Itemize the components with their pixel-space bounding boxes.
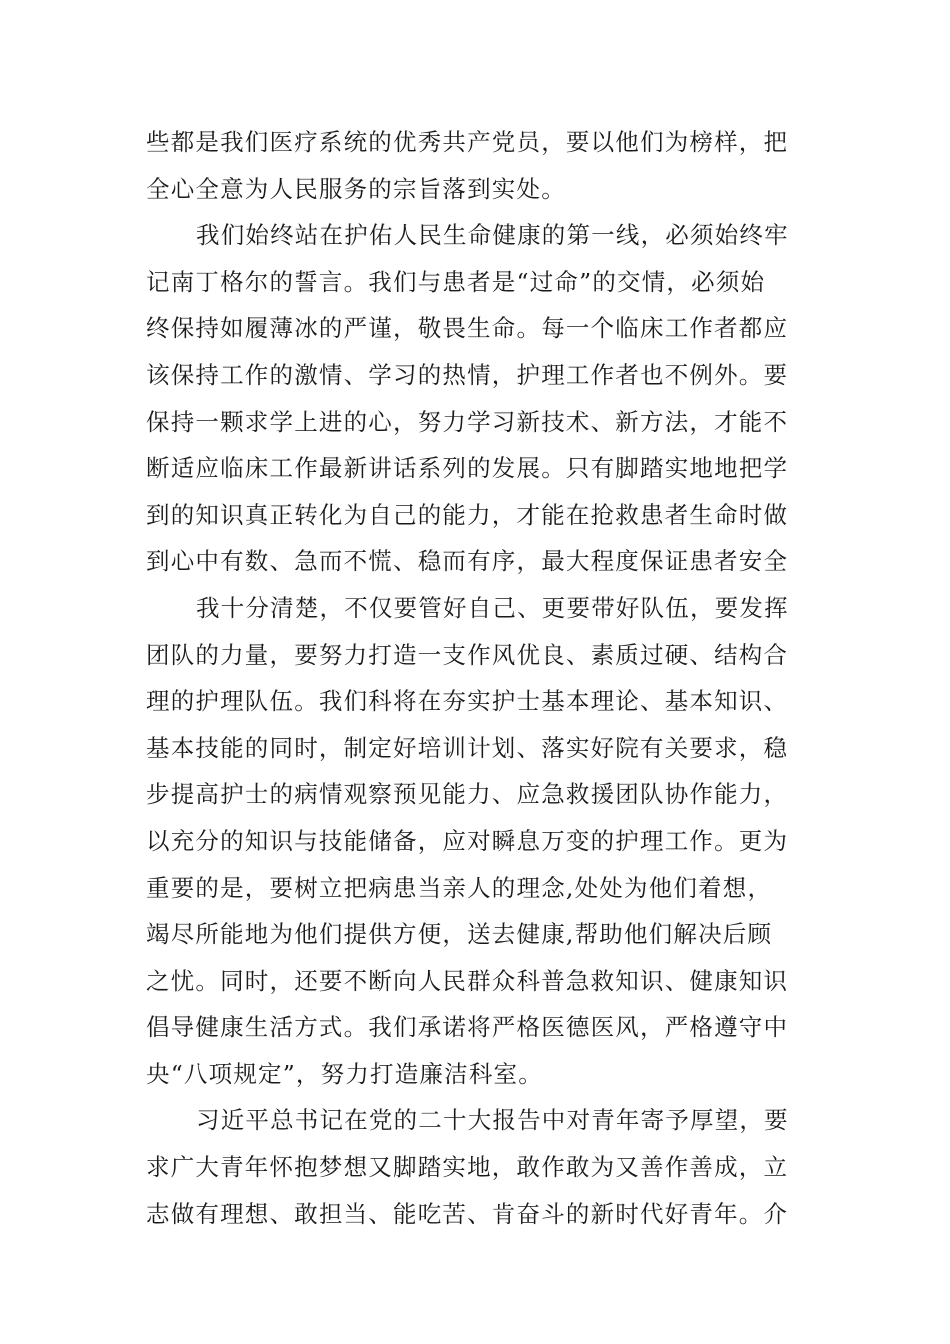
- text-line: 些都是我们医疗系统的优秀共产党员，要以他们为榜样，把: [146, 128, 789, 156]
- text-line: 到心中有数、急而不慌、稳而有序，最大程度保证患者安全: [146, 547, 789, 576]
- text-line: 我们始终站在护佑人民生命健康的第一线，必须始终牢: [196, 221, 789, 250]
- text-line: 竭尽所能地为他们提供方便，送去健康,帮助他们解决后顾: [146, 920, 773, 949]
- text-line: 我十分清楚，不仅要管好自己、更要带好队伍，要发挥: [196, 593, 789, 622]
- text-line: 志做有理想、敢担当、能吃苦、肯奋斗的新时代好青年。介: [146, 1199, 789, 1228]
- text-line: 全心全意为人民服务的宗旨落到实处。: [146, 174, 566, 203]
- text-line: 基本技能的同时，制定好培训计划、落实好院有关要求，稳: [146, 733, 789, 762]
- text-line: 该保持工作的激情、学习的热情，护理工作者也不例外。要: [146, 360, 789, 389]
- text-line: 之忧。同时，还要不断向人民群众科普急救知识、健康知识: [146, 966, 789, 995]
- text-line: 重要的是，要树立把病患当亲人的理念,处处为他们着想，: [146, 873, 773, 902]
- body-text: [146, 119, 810, 1237]
- text-line: 央“八项规定”，努力打造廉洁科室。: [146, 1059, 543, 1088]
- text-line: 到的知识真正转化为自己的能力，才能在抢救患者生命时做: [146, 500, 789, 529]
- text-line: 终保持如履薄冰的严谨，敬畏生命。每一个临床工作者都应: [146, 314, 789, 343]
- text-line: 以充分的知识与技能储备，应对瞬息万变的护理工作。更为: [146, 826, 789, 855]
- text-line: 保持一颗求学上进的心，努力学习新技术、新方法，才能不: [146, 407, 789, 436]
- text-line: 习近平总书记在党的二十大报告中对青年寄予厚望，要: [196, 1106, 789, 1135]
- text-line: 求广大青年怀抱梦想又脚踏实地，敢作敢为又善作善成，立: [146, 1153, 789, 1182]
- text-line: 断适应临床工作最新讲话系列的发展。只有脚踏实地地把学: [146, 454, 789, 483]
- text-line: 步提高护士的病情观察预见能力、应急救援团队协作能力，: [146, 780, 789, 809]
- text-line: 理的护理队伍。我们科将在夯实护士基本理论、基本知识、: [146, 687, 789, 716]
- text-line: 团队的力量，要努力打造一支作风优良、素质过硬、结构合: [146, 640, 789, 669]
- text-line: 记南丁格尔的誓言。我们与患者是“过命”的交情，必须始: [146, 267, 766, 296]
- text-line: 倡导健康生活方式。我们承诺将严格医德医风，严格遵守中: [146, 1013, 789, 1042]
